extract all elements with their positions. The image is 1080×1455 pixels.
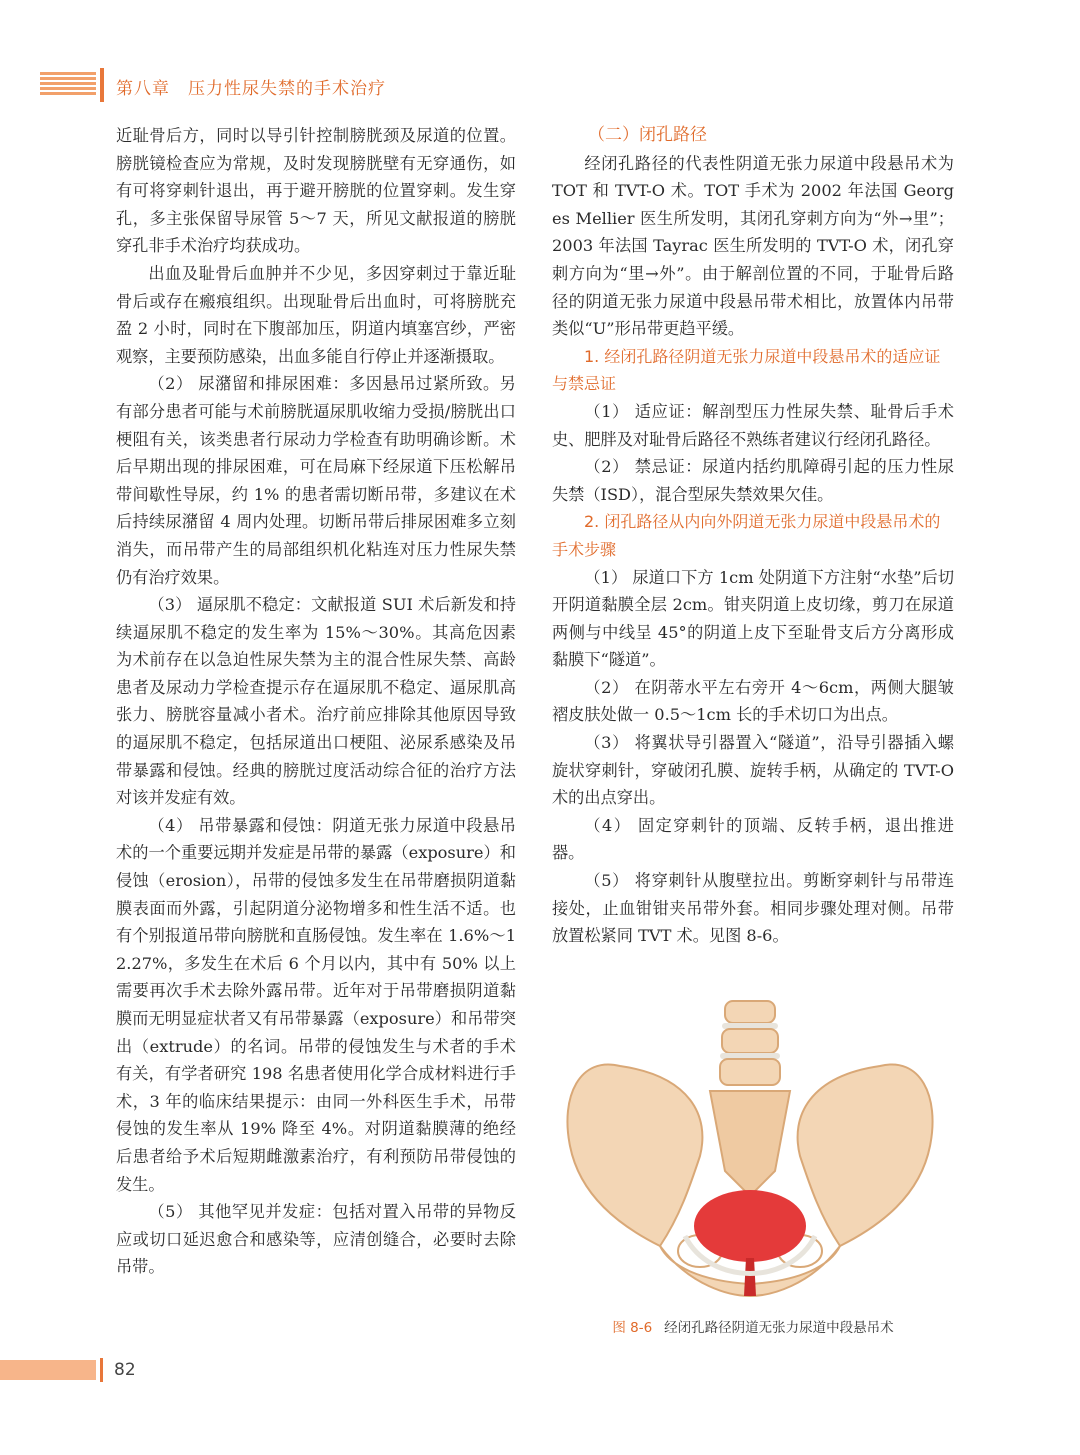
step-paragraph: （3） 将翼状导引器置入“隧道”，沿导引器插入螺旋状穿刺针，穿破闭孔膜、旋转手柄，从确定的 TVT-O 术的出点穿出。 (552, 733, 954, 808)
paragraph: 经闭孔路径的代表性阴道无张力尿道中段悬吊术为 TOT 和 TVT-O 术。TOT 手术为 2002 年法国 Georges Mellier 医生所发明，其闭孔穿刺方向为“外→里”；2003 年法国 Tayrac 医生所发明的 TVT-O 术，闭孔穿刺方向为“里→外”。由于解剖位置的不同，于耻骨后路径的阴道无张力尿道中段悬吊带术相比，放置体内吊带类似“U”形吊带更趋平缓。 (552, 153, 954, 339)
vertebra (720, 1059, 780, 1085)
page-number: 82 (114, 1360, 136, 1380)
running-header (0, 64, 1080, 106)
paragraph: （3） 逼尿肌不稳定：文献报道 SUI 术后新发和持续逼尿肌不稳定的发生率为 15%～30%。其高危因素为术前存在以急迫性尿失禁为主的混合性尿失禁、高龄患者及尿动力学检查提示存在逼尿肌不稳定、逼尿肌高张力、膀胱容量减小者术。治疗前应排除其他原因导致的逼尿肌不稳定，包括尿道出口梗阻、泌尿系感染及吊带暴露和侵蚀。经典的膀胱过度活动综合征的治疗方法对该并发症有效。 (116, 595, 516, 808)
figure-number: 图 8-6 (612, 1320, 653, 1336)
footer-decoration (0, 1360, 96, 1380)
step-paragraph: （5） 将穿刺针从腹壁拉出。剪断穿刺针与吊带连接处，止血钳钳夹吊带外套。相同步骤处理对侧。吊带放置松紧同 TVT 术。见图 8-6。 (552, 871, 954, 946)
header-stripes-decoration (40, 72, 96, 98)
paragraph: （2） 禁忌证：尿道内括约肌障碍引起的压力性尿失禁（ISD），混合型尿失禁效果欠佳。 (552, 457, 954, 504)
paragraph: （5） 其他罕见并发症：包括对置入吊带的异物反应或切口延迟愈合和感染等，应清创缝合，必要时去除吊带。 (116, 1202, 516, 1277)
section-heading: （二）闭孔路径 (588, 125, 707, 145)
subheading: 1. 经闭孔路径阴道无张力尿道中段悬吊术的适应证与禁忌证 (552, 346, 941, 394)
bladder (694, 1190, 806, 1262)
sacrum (710, 1091, 790, 1196)
paragraph: 近耻骨后方，同时以导引针控制膀胱颈及尿道的位置。膀胱镜检查应为常规，及时发现膀胱壁有无穿通伤，如有可将穿刺针退出，再于避开膀胱的位置穿刺。发生穿孔，多主张保留导尿管 5～7 天，所见文献报道的膀胱穿孔非手术治疗均获成功。 (116, 126, 516, 256)
figure-caption (552, 1316, 954, 1336)
urethra (744, 1258, 756, 1296)
right-column (552, 122, 954, 950)
step-paragraph: （4） 固定穿刺针的顶端、反转手柄，退出推进器。 (552, 815, 954, 863)
figure-caption-text: 经闭孔路径阴道无张力尿道中段悬吊术 (664, 1320, 894, 1336)
paragraph: （2） 尿潴留和排尿困难：多因悬吊过紧所致。另有部分患者可能与术前膀胱逼尿肌收缩力受损/膀胱出口梗阻有关，该类患者行尿动力学检查有助明确诊断。术后早期出现的排尿困难，可在局麻下经尿道下压松解吊带间歇性导尿，约 1% 的患者需切断吊带，多建议在术后持续尿潴留 4 周内处理。切断吊带后排尿困难多立刻消失，而吊带产生的局部组织机化粘连对压力性尿失禁仍有治疗效果。 (116, 374, 516, 587)
pelvis-illustration (560, 996, 940, 1304)
paragraph: （1） 适应证：解剖型压力性尿失禁、耻骨后手术史、肥胖及对耻骨后路径不熟练者建议行经闭孔路径。 (552, 401, 954, 449)
vertebra (725, 1001, 775, 1023)
left-column (116, 122, 516, 1281)
paragraph: 出血及耻骨后血肿并不少见，多因穿刺过于靠近耻骨后或存在瘢痕组织。出现耻骨后出血时，可将膀胱充盈 2 小时，同时在下腹部加压，阴道内填塞宫纱，严密观察，主要预防感染，出血多能自行停止并逐渐摄取。 (116, 263, 516, 366)
right-iliac-wing (798, 1064, 933, 1246)
header-divider (100, 68, 104, 102)
footer-divider (100, 1358, 103, 1382)
step-paragraph: （1） 尿道口下方 1cm 处阴道下方注射“水垫”后切开阴道黏膜全层 2cm。钳夹阴道上皮切缘，剪刀在尿道两侧与中线呈 45°的阴道上皮下至耻骨支后方分离形成黏膜下“隧道”。 (552, 567, 954, 670)
left-iliac-wing (567, 1064, 702, 1246)
step-paragraph: （2） 在阴蒂水平左右旁开 4～6cm，两侧大腿皱褶皮肤处做一 0.5～1cm 长的手术切口为出点。 (552, 677, 954, 725)
subheading: 2. 闭孔路径从内向外阴道无张力尿道中段悬吊术的手术步骤 (552, 512, 941, 559)
paragraph: （4） 吊带暴露和侵蚀：阴道无张力尿道中段悬吊术的一个重要远期并发症是吊带的暴露（exposure）和侵蚀（erosion），吊带的侵蚀多发生在吊带磨损阴道黏膜表面而外露，引起阴道分泌物增多和性生活不适。也有个别报道吊带向膀胱和直肠侵蚀。发生率在 1.6%～12.27%，多发生在术后 6 个月以内，其中有 50% 以上需要再次手术去除外露吊带。近年对于吊带磨损阴道黏膜而无明显症状者又有吊带暴露（exposure）和吊带突出（extrude）的名词。吊带的侵蚀发生与术者的手术有关，有学者研究 198 名患者使用化学合成材料进行手术，3 年的临床结果提示：由同一外科医生手术，吊带侵蚀的发生率从 19% 降至 4%。对阴道黏膜薄的绝经后患者给予术后短期雌激素治疗，有利预防吊带侵蚀的发生。 (116, 815, 516, 1194)
chapter-title: 第八章 压力性尿失禁的手术治疗 (116, 79, 386, 99)
vertebra (722, 1029, 778, 1053)
